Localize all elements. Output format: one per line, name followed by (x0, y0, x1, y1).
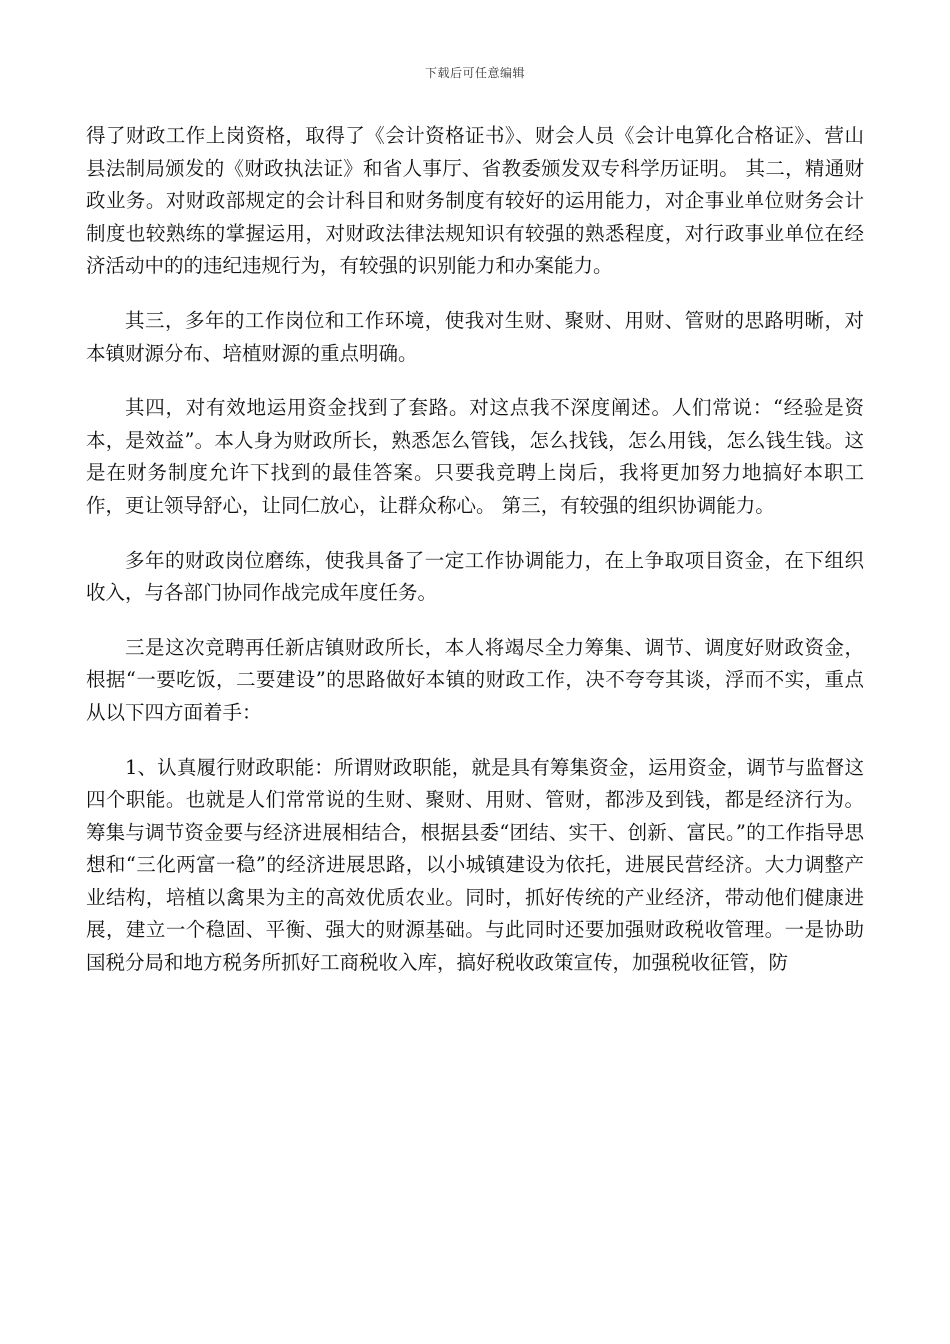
document-body (86, 120, 864, 1002)
paragraph-plan-intro: 三是这次竞聘再任新店镇财政所长，本人将竭尽全力筹集、调节、调度好财政资金，根据“一要吃饭，二要建设”的思路做好本镇的财政工作，决不夸夸其谈，浮而不实，重点从以下四方面着手： (86, 635, 864, 724)
paragraph-qualifications: 得了财政工作上岗资格，取得了《会计资格证书》、财会人员《会计电算化合格证》、营山县法制局颁发的《财政执法证》和省人事厅、省教委颁发双专科学历证明。 其二，精通财政业务。对财政部规定的会计科目和财务制度有较好的运用能力，对企事业单位财务会计制度也较熟练的掌握运用，对财政法律法规知识有较强的熟悉程度，对行政事业单位在经济活动中的的违纪违规行为，有较强的识别能力和办案能力。 (86, 124, 864, 278)
paragraph-point-four: 其四，对有效地运用资金找到了套路。对这点我不深度阐述。人们常说：“经验是资本，是效益”。本人身为财政所长，熟悉怎么管钱，怎么找钱，怎么用钱，怎么钱生钱。这是在财务制度允许下找到的最佳答案。只要我竞聘上岗后，我将更加努力地搞好本职工作，更让领导舒心，让同仁放心，让群众称心。 第三，有较强的组织协调能力。 (86, 396, 864, 517)
paragraph-coordination: 多年的财政岗位磨练，使我具备了一定工作协调能力，在上争取项目资金，在下组织收入，与各部门协同作战完成年度任务。 (86, 548, 864, 605)
paragraph-plan-item-1: 1、认真履行财政职能：所谓财政职能，就是具有筹集资金，运用资金，调节与监督这四个职能。也就是人们常常说的生财、聚财、用财、管财，都涉及到钱，都是经济行为。筹集与调节资金要与经济进展相结合，根据县委“团结、实干、创新、富民。”的工作指导思想和“三化两富一稳”的经济进展思路，以小城镇建设为依托，进展民营经济。大力调整产业结构，培植以禽果为主的高效优质农业。同时，抓好传统的产业经济，带动他们健康进展，建立一个稳固、平衡、强大的财源基础。与此同时还要加强财政税收管理。一是协助国税分局和地方税务所抓好工商税收入库，搞好税收政策宣传，加强税收征管，防 (86, 755, 864, 975)
paragraph-point-three: 其三，多年的工作岗位和工作环境，使我对生财、聚财、用财、管财的思路明晰，对本镇财源分布、培植财源的重点明确。 (86, 308, 864, 365)
page-header-note: 下载后可任意编辑 (424, 66, 525, 80)
